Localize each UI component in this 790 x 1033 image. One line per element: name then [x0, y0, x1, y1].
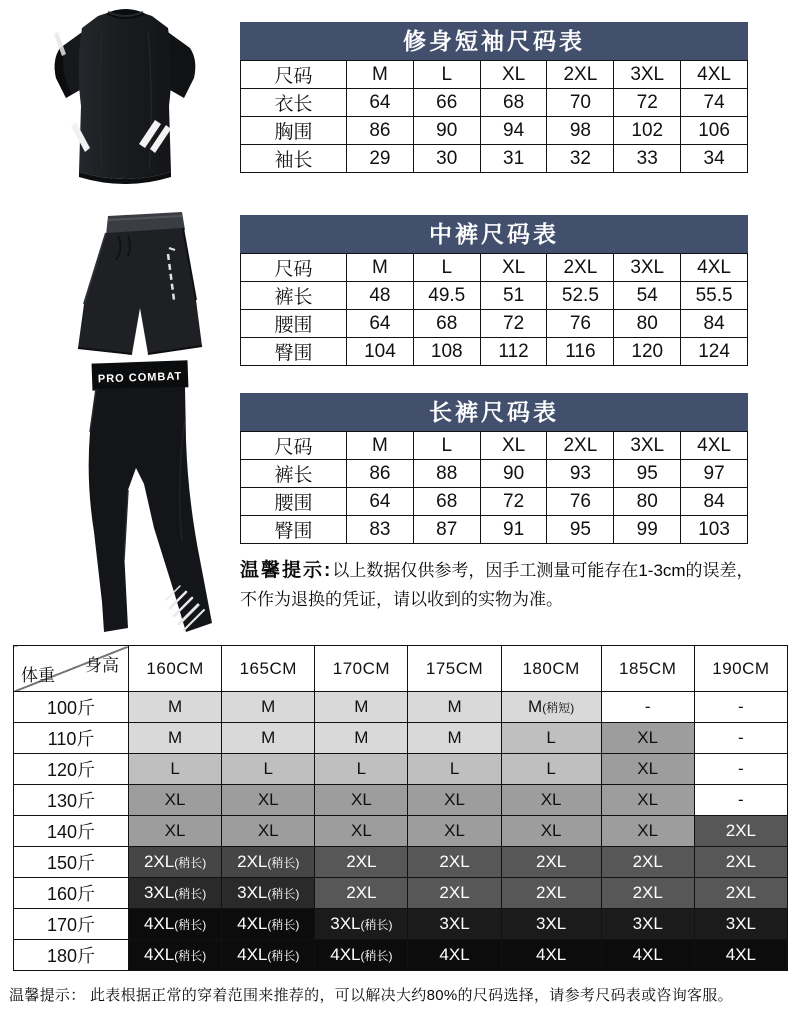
- size-recommendation-cell: L: [222, 754, 315, 785]
- size-value: 86: [347, 117, 414, 145]
- size-qualifier: (稍长): [174, 949, 207, 963]
- weight-row-header: 170斤: [14, 909, 129, 940]
- size-code: 4XL: [237, 945, 268, 964]
- size-recommendation-cell: M: [315, 723, 408, 754]
- size-recommendation-cell: [129, 878, 222, 909]
- size-recommendation-cell: L: [501, 723, 601, 754]
- measure-label: 尺码: [241, 254, 347, 282]
- measure-label: 臀围: [241, 338, 347, 366]
- size-recommendation-cell: -: [601, 692, 694, 723]
- shorts-table-title: 中裤尺码表: [240, 215, 748, 253]
- leggings-size-grid: [240, 431, 748, 544]
- measure-label: 裤长: [241, 282, 347, 310]
- size-recommendation-cell: [501, 692, 601, 723]
- size-recommendation-cell: XL: [601, 723, 694, 754]
- size-value: 2XL: [547, 61, 614, 89]
- size-recommendation-cell: -: [694, 692, 787, 723]
- size-recommendation-cell: 2XL: [315, 878, 408, 909]
- size-recommendation-cell: M: [129, 692, 222, 723]
- height-column-header: 190CM: [694, 646, 787, 692]
- product-photo-leggings: [66, 360, 216, 638]
- size-recommendation-cell: [315, 940, 408, 971]
- size-value: 48: [347, 282, 414, 310]
- measure-label: 尺码: [241, 61, 347, 89]
- size-value: 30: [413, 145, 480, 173]
- size-recommendation-cell: M: [315, 692, 408, 723]
- size-recommendation-cell: 2XL: [694, 847, 787, 878]
- size-recommendation-cell: L: [129, 754, 222, 785]
- size-value: 76: [547, 310, 614, 338]
- size-value: 90: [413, 117, 480, 145]
- size-value: M: [347, 254, 414, 282]
- size-value: 124: [681, 338, 748, 366]
- size-table-row: [241, 488, 748, 516]
- notice-label: 温馨提示:: [240, 560, 333, 581]
- measure-label: 臀围: [241, 516, 347, 544]
- size-recommendation-cell: [129, 909, 222, 940]
- measurement-notice: [240, 556, 765, 614]
- size-value: 4XL: [681, 432, 748, 460]
- size-value: 102: [614, 117, 681, 145]
- shirt-table-title: 修身短袖尺码表: [240, 22, 748, 60]
- size-recommendation-cell: M: [408, 723, 501, 754]
- size-recommendation-cell: 3XL: [408, 909, 501, 940]
- size-value: 68: [480, 89, 547, 117]
- size-value: 108: [413, 338, 480, 366]
- size-value: 87: [413, 516, 480, 544]
- size-qualifier: (稍长): [267, 887, 300, 901]
- size-value: 98: [547, 117, 614, 145]
- size-recommendation-cell: L: [501, 754, 601, 785]
- size-code: 4XL: [143, 914, 175, 933]
- size-value: M: [347, 432, 414, 460]
- size-value: 2XL: [547, 432, 614, 460]
- size-table-row: [241, 432, 748, 460]
- size-recommendation-cell: XL: [222, 816, 315, 847]
- size-recommendation-cell: 2XL: [694, 816, 787, 847]
- size-value: 64: [347, 488, 414, 516]
- weight-row-header: 180斤: [14, 940, 129, 971]
- size-value: 54: [614, 282, 681, 310]
- size-value: L: [413, 61, 480, 89]
- size-value: 95: [547, 516, 614, 544]
- size-table-row: [241, 254, 748, 282]
- recommendation-row: [14, 878, 788, 909]
- size-qualifier: (稍长): [360, 918, 393, 932]
- size-qualifier: (稍长): [267, 949, 300, 963]
- size-recommendation-cell: L: [408, 754, 501, 785]
- height-column-header: 160CM: [129, 646, 222, 692]
- size-recommendation-cell: XL: [501, 816, 601, 847]
- size-qualifier: (稍短): [542, 701, 575, 715]
- size-recommendation-cell: XL: [601, 785, 694, 816]
- size-recommendation-cell: 2XL: [408, 847, 501, 878]
- size-recommendation-cell: [222, 878, 315, 909]
- weight-row-header: 160斤: [14, 878, 129, 909]
- recommendation-row: [14, 785, 788, 816]
- size-value: 83: [347, 516, 414, 544]
- size-value: 51: [480, 282, 547, 310]
- size-table-row: [241, 516, 748, 544]
- size-value: 3XL: [614, 61, 681, 89]
- weight-row-header: 100斤: [14, 692, 129, 723]
- size-recommendation-cell: 4XL: [408, 940, 501, 971]
- size-qualifier: (稍长): [267, 856, 300, 870]
- size-recommendation-cell: XL: [501, 785, 601, 816]
- size-recommendation-cell: XL: [601, 816, 694, 847]
- height-weight-corner-cell: [14, 646, 129, 692]
- size-value: 74: [681, 89, 748, 117]
- measure-label: 腰围: [241, 488, 347, 516]
- size-value: 49.5: [413, 282, 480, 310]
- height-column-header: 165CM: [222, 646, 315, 692]
- size-code: 3XL: [330, 914, 361, 933]
- size-recommendation-cell: [222, 847, 315, 878]
- size-value: 95: [614, 460, 681, 488]
- size-table-row: [241, 460, 748, 488]
- weight-row-header: 150斤: [14, 847, 129, 878]
- size-code: 4XL: [330, 945, 361, 964]
- size-qualifier: (稍长): [267, 918, 300, 932]
- size-value: XL: [480, 432, 547, 460]
- weight-row-header: 120斤: [14, 754, 129, 785]
- measure-label: 裤长: [241, 460, 347, 488]
- size-value: 91: [480, 516, 547, 544]
- recommendation-row: [14, 847, 788, 878]
- measure-label: 胸围: [241, 117, 347, 145]
- size-recommendation-cell: XL: [601, 754, 694, 785]
- size-value: 90: [480, 460, 547, 488]
- size-recommendation-cell: M: [129, 723, 222, 754]
- recommendation-row: [14, 692, 788, 723]
- size-value: 106: [681, 117, 748, 145]
- size-code: 2XL: [143, 852, 175, 871]
- size-value: 80: [614, 488, 681, 516]
- size-value: 4XL: [681, 254, 748, 282]
- shorts-size-table: [240, 215, 748, 366]
- size-recommendation-cell: 2XL: [601, 878, 694, 909]
- size-value: 94: [480, 117, 547, 145]
- size-table-row: [241, 282, 748, 310]
- size-recommendation-cell: [129, 847, 222, 878]
- size-code: 3XL: [143, 883, 175, 902]
- size-value: 52.5: [547, 282, 614, 310]
- size-code: 4XL: [143, 945, 175, 964]
- size-recommendation-table: [13, 645, 788, 971]
- size-value: 86: [347, 460, 414, 488]
- size-table-row: [241, 61, 748, 89]
- size-recommendation-cell: 2XL: [408, 878, 501, 909]
- size-recommendation-cell: XL: [315, 785, 408, 816]
- size-recommendation-cell: XL: [315, 816, 408, 847]
- size-recommendation-cell: 2XL: [501, 878, 601, 909]
- size-value: 32: [547, 145, 614, 173]
- recommendation-row: [14, 816, 788, 847]
- size-recommendation-cell: XL: [408, 816, 501, 847]
- height-axis-label: 身高: [85, 656, 119, 675]
- size-recommendation-cell: -: [694, 754, 787, 785]
- measure-label: 尺码: [241, 432, 347, 460]
- size-qualifier: (稍长): [360, 949, 393, 963]
- notice-line2: 不作为退换的凭证，请以收到的实物为准。: [240, 590, 563, 609]
- size-value: 97: [681, 460, 748, 488]
- shorts-size-grid: [240, 253, 748, 366]
- size-code: 4XL: [237, 914, 268, 933]
- size-value: L: [413, 432, 480, 460]
- notice-line1: 以上数据仅供参考，因手工测量可能存在1-3cm的误差，: [332, 561, 754, 580]
- size-value: 70: [547, 89, 614, 117]
- size-value: 93: [547, 460, 614, 488]
- size-recommendation-cell: 4XL: [501, 940, 601, 971]
- size-value: 88: [413, 460, 480, 488]
- size-recommendation-cell: 3XL: [501, 909, 601, 940]
- size-value: 72: [614, 89, 681, 117]
- size-recommendation-cell: 2XL: [315, 847, 408, 878]
- waistband-text: PRO COMBAT: [97, 370, 183, 386]
- size-value: 116: [547, 338, 614, 366]
- size-value: 31: [480, 145, 547, 173]
- size-value: 72: [480, 310, 547, 338]
- size-value: 2XL: [547, 254, 614, 282]
- recommendation-row: [14, 723, 788, 754]
- measure-label: 腰围: [241, 310, 347, 338]
- size-code: 3XL: [237, 883, 268, 902]
- leggings-image: [66, 360, 216, 638]
- size-value: 3XL: [614, 432, 681, 460]
- size-value: 120: [614, 338, 681, 366]
- size-table-row: [241, 145, 748, 173]
- size-value: 112: [480, 338, 547, 366]
- footer-note: [9, 984, 787, 1005]
- recommendation-row: [14, 909, 788, 940]
- weight-row-header: 140斤: [14, 816, 129, 847]
- size-recommendation-cell: [222, 940, 315, 971]
- size-recommendation-cell: 3XL: [601, 909, 694, 940]
- size-qualifier: (稍长): [174, 887, 207, 901]
- recommendation-row: [14, 940, 788, 971]
- size-value: 104: [347, 338, 414, 366]
- shorts-image: [70, 208, 210, 362]
- size-value: 55.5: [681, 282, 748, 310]
- size-value: 68: [413, 488, 480, 516]
- size-code: 2XL: [237, 852, 268, 871]
- size-value: L: [413, 254, 480, 282]
- size-value: 34: [681, 145, 748, 173]
- size-recommendation-cell: [315, 909, 408, 940]
- size-recommendation-cell: XL: [222, 785, 315, 816]
- size-recommendation-cell: [129, 940, 222, 971]
- size-recommendation-cell: 3XL: [694, 909, 787, 940]
- height-column-header: 180CM: [501, 646, 601, 692]
- size-code: M: [528, 697, 543, 716]
- size-recommendation-cell: M: [222, 723, 315, 754]
- size-value: 3XL: [614, 254, 681, 282]
- size-value: 64: [347, 310, 414, 338]
- product-photo-shorts: [70, 208, 210, 362]
- size-value: 72: [480, 488, 547, 516]
- shirt-size-grid: [240, 60, 748, 173]
- height-column-header: 175CM: [408, 646, 501, 692]
- size-recommendation-cell: L: [315, 754, 408, 785]
- height-column-header: 170CM: [315, 646, 408, 692]
- recommendation-row: [14, 754, 788, 785]
- size-value: XL: [480, 61, 547, 89]
- size-table-row: [241, 310, 748, 338]
- size-table-row: [241, 89, 748, 117]
- size-recommendation-cell: 4XL: [694, 940, 787, 971]
- size-table-row: [241, 338, 748, 366]
- fit-table-body: [14, 646, 788, 971]
- size-value: 76: [547, 488, 614, 516]
- product-photo-shirt: [42, 2, 208, 194]
- size-value: 84: [681, 488, 748, 516]
- size-value: 29: [347, 145, 414, 173]
- size-value: 80: [614, 310, 681, 338]
- weight-row-header: 110斤: [14, 723, 129, 754]
- height-column-header: 185CM: [601, 646, 694, 692]
- size-qualifier: (稍长): [174, 856, 207, 870]
- size-recommendation-cell: -: [694, 723, 787, 754]
- measure-label: 衣长: [241, 89, 347, 117]
- size-qualifier: (稍长): [174, 918, 207, 932]
- size-recommendation-cell: XL: [129, 816, 222, 847]
- size-table-row: [241, 117, 748, 145]
- footer-note-text: 温馨提示： 此表根据正常的穿着范围来推荐的，可以解决大约80%的尺码选择，请参考尺码表或咨询客服。: [9, 987, 733, 1004]
- leggings-table-title: 长裤尺码表: [240, 393, 748, 431]
- size-recommendation-cell: M: [408, 692, 501, 723]
- weight-axis-label: 体重: [21, 666, 55, 685]
- size-value: 33: [614, 145, 681, 173]
- size-recommendation-cell: -: [694, 785, 787, 816]
- tshirt-image: [42, 2, 208, 194]
- size-recommendation-cell: XL: [408, 785, 501, 816]
- weight-row-header: 130斤: [14, 785, 129, 816]
- leggings-size-table: [240, 393, 748, 544]
- size-value: 99: [614, 516, 681, 544]
- size-recommendation-cell: M: [222, 692, 315, 723]
- size-value: 103: [681, 516, 748, 544]
- size-value: 84: [681, 310, 748, 338]
- size-value: M: [347, 61, 414, 89]
- size-value: 64: [347, 89, 414, 117]
- shirt-size-table: [240, 22, 748, 173]
- size-recommendation-cell: 2XL: [601, 847, 694, 878]
- size-recommendation-cell: 2XL: [501, 847, 601, 878]
- size-value: 68: [413, 310, 480, 338]
- size-value: 4XL: [681, 61, 748, 89]
- size-value: 66: [413, 89, 480, 117]
- measure-label: 袖长: [241, 145, 347, 173]
- size-recommendation-cell: XL: [129, 785, 222, 816]
- size-recommendation-cell: 4XL: [601, 940, 694, 971]
- size-recommendation-cell: 2XL: [694, 878, 787, 909]
- size-recommendation-cell: [222, 909, 315, 940]
- size-value: XL: [480, 254, 547, 282]
